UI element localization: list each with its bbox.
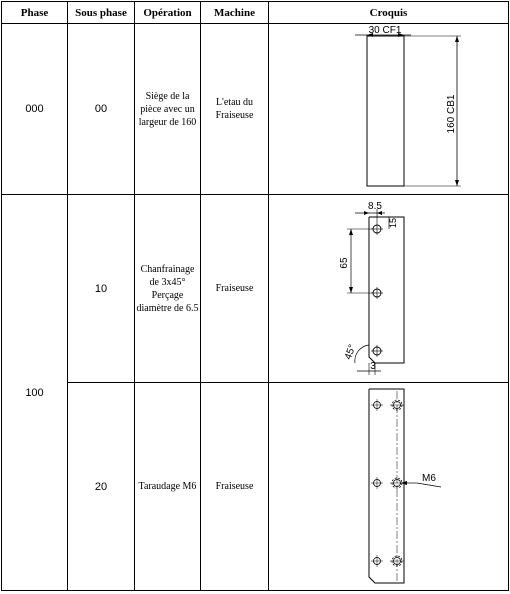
header-sous-phase: Sous phase [68,2,135,24]
dimension-15-label: 15 [388,217,398,229]
process-sheet-table [1,1,509,591]
header-croquis: Croquis [269,2,509,24]
dimension-3-label: 3 [370,361,376,372]
operation-line: Chanfrainage de 3x45° [140,263,195,288]
operation-line: Perçage diamètre de 6.5 [136,289,199,314]
table-row [2,195,509,383]
height-dimension-label: 160 CB1 [446,94,457,134]
header-row [2,2,509,24]
phase-cell: 100 [2,195,68,591]
sketch-part-blank [269,24,509,194]
dimension-45-label: 45° [342,343,359,362]
croquis-cell [269,24,509,195]
header-phase: Phase [2,2,68,24]
thread-label: M6 [422,473,436,484]
operation-cell [135,195,201,383]
header-machine: Machine [201,2,269,24]
croquis-cell [269,383,509,591]
machine-cell: Fraiseuse [201,195,269,383]
header-operation: Opération [135,2,201,24]
sous-phase-cell: 20 [68,383,135,591]
dimension-65-label: 65 [339,257,350,269]
sketch-tapping [269,383,509,590]
table-row [2,383,509,591]
machine-cell: L'etau du Fraiseuse [201,24,269,195]
croquis-cell [269,195,509,383]
table-row [2,24,509,195]
operation-cell: Siège de la pièce avec un largeur de 160 [135,24,201,195]
sous-phase-cell: 10 [68,195,135,383]
width-dimension-label: 30 CF1 [368,25,402,36]
operation-cell: Taraudage M6 [135,383,201,591]
dimension-8-5-label: 8.5 [368,201,382,212]
sous-phase-cell: 00 [68,24,135,195]
machine-cell: Fraiseuse [201,383,269,591]
phase-cell: 000 [2,24,68,195]
sketch-chamfer-drilling [269,195,509,382]
